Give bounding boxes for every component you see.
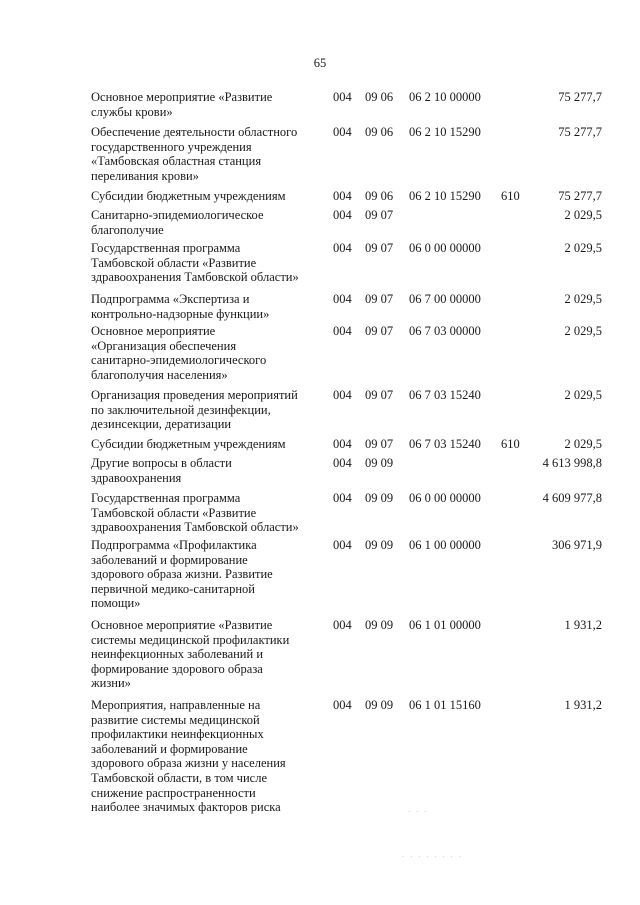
row-name: Санитарно-эпидемиологическое благополучие xyxy=(91,208,264,237)
row-ved-code: 004 xyxy=(333,189,352,203)
row-section-code: 09 07 xyxy=(365,208,394,222)
row-target-article: 06 0 00 00000 xyxy=(409,491,481,505)
row-target-article: 06 2 10 15290 xyxy=(409,189,481,203)
row-section-code: 09 09 xyxy=(365,618,394,632)
row-amount: 1 931,2 xyxy=(564,698,602,712)
row-target-article: 06 1 00 00000 xyxy=(409,538,481,552)
row-section-code: 09 09 xyxy=(365,456,394,470)
row-target-article: 06 7 03 15240 xyxy=(409,388,481,402)
row-ved-code: 004 xyxy=(333,292,352,306)
row-ved-code: 004 xyxy=(333,388,352,402)
row-ved-code: 004 xyxy=(333,241,352,255)
row-target-article: 06 7 03 00000 xyxy=(409,324,481,338)
row-section-code: 09 07 xyxy=(365,292,394,306)
row-target-article: 06 2 10 15290 xyxy=(409,125,481,139)
row-name: Субсидии бюджетным учреждениям xyxy=(91,189,286,203)
row-amount: 306 971,9 xyxy=(552,538,602,552)
row-section-code: 09 09 xyxy=(365,538,394,552)
row-name: Основное мероприятие «Развитие службы крови» xyxy=(91,90,273,119)
row-section-code: 09 06 xyxy=(365,90,394,104)
row-section-code: 09 06 xyxy=(365,125,394,139)
row-amount: 1 931,2 xyxy=(564,618,602,632)
row-name: Государственная программа Тамбовской области «Развитие здравоохранения Тамбовской области» xyxy=(91,491,299,535)
row-section-code: 09 07 xyxy=(365,388,394,402)
row-name: Государственная программа Тамбовской области «Развитие здравоохранения Тамбовской области» xyxy=(91,241,299,285)
row-ved-code: 004 xyxy=(333,125,352,139)
row-target-article: 06 2 10 00000 xyxy=(409,90,481,104)
row-amount: 75 277,7 xyxy=(558,189,602,203)
row-expense-type: 610 xyxy=(501,189,520,203)
row-ved-code: 004 xyxy=(333,90,352,104)
row-name: Обеспечение деятельности областного государственного учреждения «Тамбовская областная станция переливания крови» xyxy=(91,125,298,183)
row-target-article: 06 1 01 15160 xyxy=(409,698,481,712)
row-ved-code: 004 xyxy=(333,208,352,222)
row-amount: 75 277,7 xyxy=(558,125,602,139)
row-target-article: 06 7 03 15240 xyxy=(409,437,481,451)
row-name: Подпрограмма «Профилактика заболеваний и формирование здорового образа жизни. Развитие первичной медико-санитарной помощи» xyxy=(91,538,273,611)
row-name: Организация проведения мероприятий по заключительной дезинфекции, дезинсекции, дератизации xyxy=(91,388,298,432)
row-section-code: 09 07 xyxy=(365,241,394,255)
row-ved-code: 004 xyxy=(333,437,352,451)
row-name: Другие вопросы в области здравоохранения xyxy=(91,456,232,485)
row-name: Основное мероприятие «Организация обеспечения санитарно-эпидемиологического благополучия населения» xyxy=(91,324,267,382)
row-section-code: 09 07 xyxy=(365,324,394,338)
row-amount: 2 029,5 xyxy=(564,324,602,338)
scan-artifact: · · · xyxy=(408,808,429,816)
row-amount: 2 029,5 xyxy=(564,388,602,402)
row-ved-code: 004 xyxy=(333,698,352,712)
row-amount: 4 609 977,8 xyxy=(542,491,602,505)
row-name: Основное мероприятие «Развитие системы медицинской профилактики неинфекционных заболеваний и формирование здорового образа жизни» xyxy=(91,618,290,691)
row-ved-code: 004 xyxy=(333,491,352,505)
row-target-article: 06 0 00 00000 xyxy=(409,241,481,255)
row-ved-code: 004 xyxy=(333,456,352,470)
row-name: Мероприятия, направленные на развитие системы медицинской профилактики неинфекционных заболеваний и формирование здорового образа жизни у населения Тамбовской области, в том числе снижение распространенности наиболее значимых факторов риска xyxy=(91,698,286,815)
row-section-code: 09 09 xyxy=(365,491,394,505)
row-amount: 2 029,5 xyxy=(564,208,602,222)
scan-artifact: · · · · · · · · xyxy=(402,853,463,861)
row-amount: 2 029,5 xyxy=(564,241,602,255)
row-target-article: 06 7 00 00000 xyxy=(409,292,481,306)
row-section-code: 09 07 xyxy=(365,437,394,451)
row-name: Подпрограмма «Экспертиза и контрольно-надзорные функции» xyxy=(91,292,270,321)
row-amount: 75 277,7 xyxy=(558,90,602,104)
row-section-code: 09 06 xyxy=(365,189,394,203)
row-name: Субсидии бюджетным учреждениям xyxy=(91,437,286,451)
row-section-code: 09 09 xyxy=(365,698,394,712)
row-ved-code: 004 xyxy=(333,538,352,552)
row-ved-code: 004 xyxy=(333,324,352,338)
row-target-article: 06 1 01 00000 xyxy=(409,618,481,632)
row-amount: 2 029,5 xyxy=(564,437,602,451)
page-number: 65 xyxy=(313,56,327,70)
row-amount: 2 029,5 xyxy=(564,292,602,306)
row-amount: 4 613 998,8 xyxy=(542,456,602,470)
row-expense-type: 610 xyxy=(501,437,520,451)
row-ved-code: 004 xyxy=(333,618,352,632)
